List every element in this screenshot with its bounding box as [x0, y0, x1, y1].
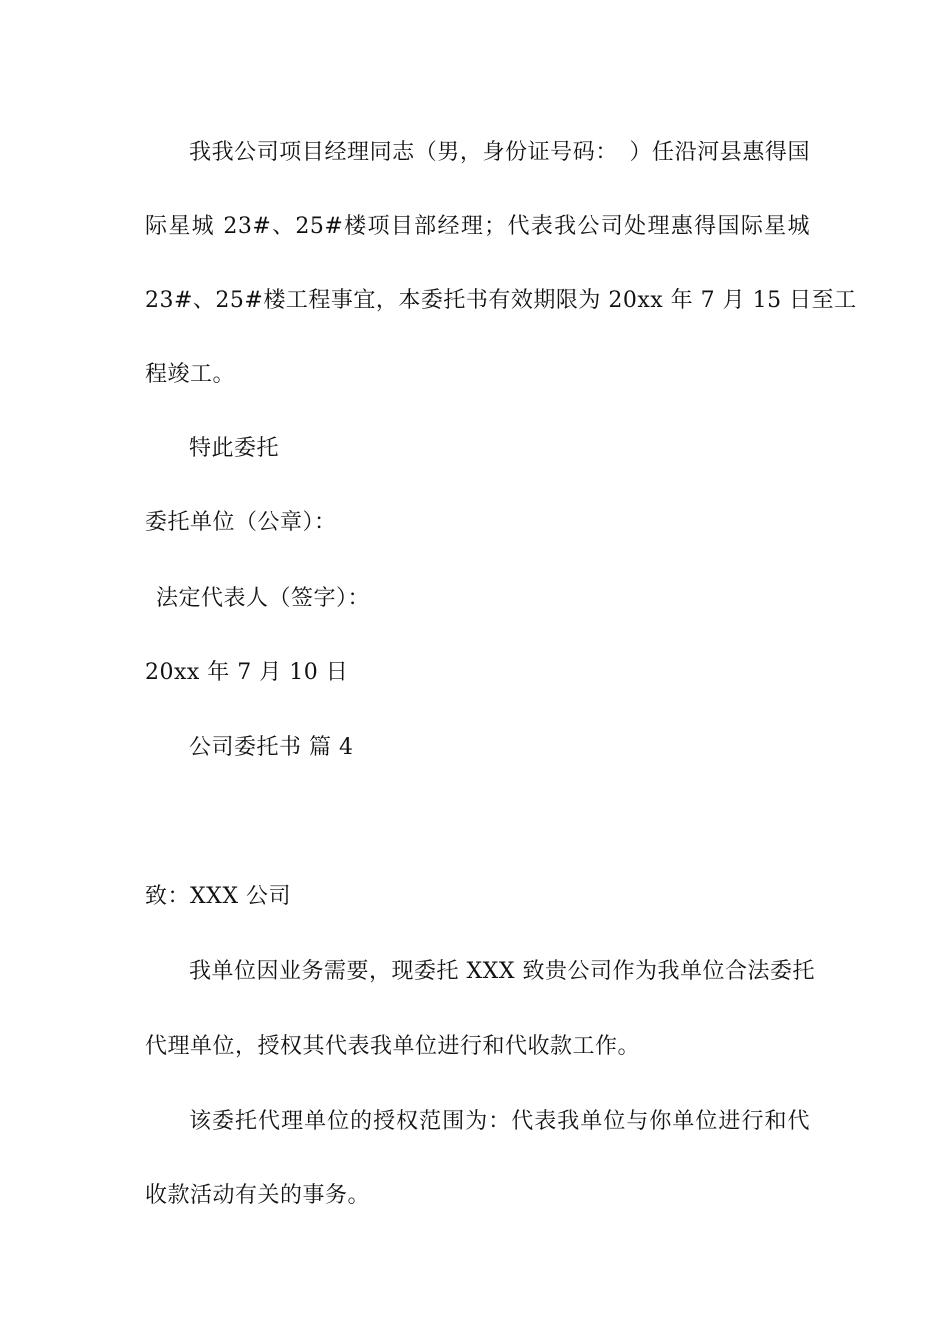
paragraph1-line1: 我我公司项目经理同志（男，身份证号码： ）任沿河县惠得国: [189, 140, 810, 165]
section-title: 公司委托书 篇 4: [189, 735, 354, 760]
paragraph3-line2: 收款活动有关的事务。: [145, 1183, 371, 1208]
paragraph1-line4: 程竣工。: [145, 362, 236, 387]
legal-representative-label: 法定代表人（签字）：: [156, 586, 371, 611]
paragraph1-line2: 际星城 23#、25#楼项目部经理；代表我公司处理惠得国际星城: [145, 214, 810, 239]
addressee: 致：XXX 公司: [145, 884, 291, 909]
entrusting-unit-label: 委托单位（公章）：: [145, 510, 337, 535]
paragraph1-line3: 23#、25#楼工程事宜，本委托书有效期限为 20xx 年 7 月 15 日至工: [145, 288, 857, 313]
paragraph2-line1: 我单位因业务需要，现委托 XXX 致贵公司作为我单位合法委托: [189, 959, 815, 984]
paragraph3-line1: 该委托代理单位的授权范围为：代表我单位与你单位进行和代: [189, 1109, 810, 1134]
special-note: 特此委托: [189, 436, 280, 461]
paragraph2-line2: 代理单位，授权其代表我单位进行和代收款工作。: [145, 1034, 641, 1059]
document-date: 20xx 年 7 月 10 日: [145, 660, 349, 685]
